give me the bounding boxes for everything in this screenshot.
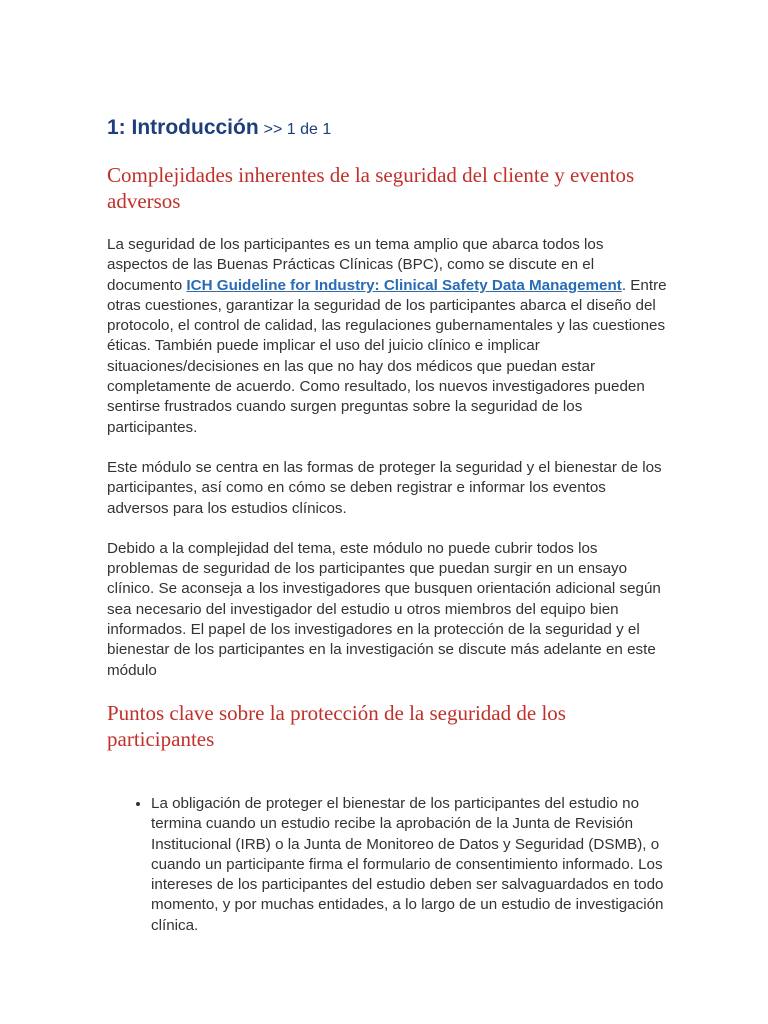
module-header	[107, 116, 667, 140]
intro-paragraph-end: . Entre otras cuestiones, garantizar la seguridad de los participantes abarca el diseño del protocolo, el control de calidad, las regulaciones gubernamentales y las cuestiones éticas. También puede implicar el uso del juicio clínico e implicar situaciones/decisiones en las que no hay dos médicos que puedan estar completamente de acuerdo. Como resultado, los nuevos investigadores pueden sentirse frustrados cuando surgen preguntas sobre la seguridad de los participantes.	[107, 276, 667, 436]
intro-paragraph-start: La seguridad de los participantes es un tema amplio que abarca todos los aspectos de las Buenas Prácticas Clínicas (BPC), como se discute en el documento	[107, 236, 604, 294]
key-points-list	[107, 794, 667, 936]
document-page	[107, 116, 667, 936]
module-focus-paragraph: Este módulo se centra en las formas de proteger la seguridad y el bienestar de los participantes, así como en cómo se deben registrar e informar los eventos adversos para los estudios clínicos.	[107, 458, 662, 517]
complexity-paragraph: Debido a la complejidad del tema, este módulo no puede cubrir todos los problemas de seguridad de los participantes que puedan surgir en un ensayo clínico. Se aconseja a los investigadores que busquen orientación adicional según sea necesario del investigador del estudio u otros miembros del equipo bien informados. El papel de los investigadores en la protección de la seguridad y el bienestar de los participantes en la investigación se discute más adelante en este módulo	[107, 539, 661, 679]
section-heading-puntos-clave: Puntos clave sobre la protección de la seguridad de los participantes	[107, 700, 566, 751]
page-indicator: >> 1 de 1	[263, 121, 332, 138]
section-heading-complejidades: Complejidades inherentes de la seguridad del cliente y eventos adversos	[107, 163, 635, 213]
list-item: • La obligación de proteger el bienestar de los participantes del estudio no termina cuando un estudio recibe la aprobación de la Junta de Revisión Institucional (IRB) o la Junta de Monitoreo de Datos y Seguridad (DSMB), o cuando un participante firma el formulario de consentimiento informado. Los intereses de los participantes del estudio deben ser salvaguardados en todo momento, y por muchas entidades, a lo largo de un estudio de investigación clínica.	[151, 794, 667, 936]
intro-paragraph	[107, 235, 667, 438]
ich-guideline-link[interactable]: ICH Guideline for Industry: Clinical Safety Data Management	[186, 276, 622, 294]
module-title: 1: Introducción	[107, 116, 259, 139]
